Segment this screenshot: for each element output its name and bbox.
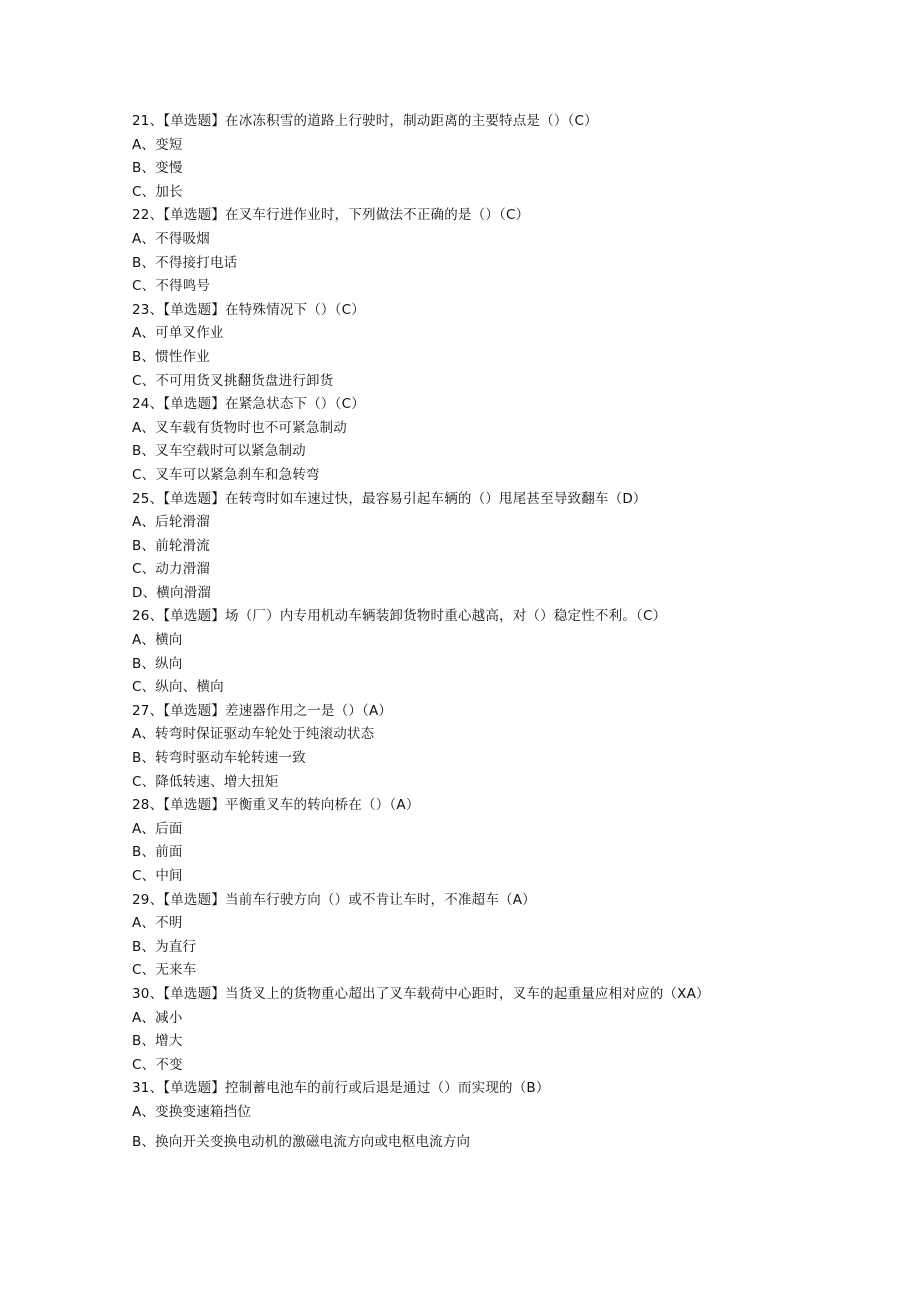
question-text: 26、【单选题】场（厂）内专用机动车辆装卸货物时重心越高，对（）稳定性不利。（C） — [132, 608, 667, 625]
answer-option: C、中间 — [132, 868, 183, 884]
answer-option: D、横向滑溜 — [132, 584, 212, 601]
question-text: 21、【单选题】在冰冻积雪的道路上行驶时，制动距离的主要特点是（）（C） — [132, 113, 598, 129]
answer-option: B、转弯时驱动车轮转速一致 — [132, 750, 306, 767]
question-text: 23、【单选题】在特殊情况下（）（C） — [132, 301, 365, 318]
question-text: 22、【单选题】在叉车行进作业时，下列做法不正确的是（）（C） — [132, 207, 530, 224]
answer-option: B、不得接打电话 — [132, 254, 238, 271]
answer-option: C、加长 — [132, 183, 183, 200]
question-text: 27、【单选题】差速器作用之一是（）（A） — [132, 702, 393, 719]
answer-option: A、变短 — [132, 136, 183, 153]
answer-option: B、前面 — [132, 844, 183, 861]
answer-option: C、叉车可以紧急刹车和急转弯 — [132, 466, 320, 483]
answer-option: C、动力滑溜 — [132, 561, 211, 578]
question-text: 31、【单选题】控制蓄电池车的前行或后退是通过（）而实现的（B） — [132, 1080, 550, 1097]
answer-option: B、增大 — [132, 1033, 183, 1050]
answer-option: B、为直行 — [132, 938, 197, 955]
answer-option: B、变慢 — [132, 160, 183, 177]
answer-option: A、变换变速箱挡位 — [132, 1103, 252, 1120]
answer-option: A、横向 — [132, 632, 183, 649]
question-text: 25、【单选题】在转弯时如车速过快，最容易引起车辆的（）甩尾甚至导致翻车（D） — [132, 490, 647, 507]
answer-option: A、转弯时保证驱动车轮处于纯滚动状态 — [132, 726, 375, 743]
question-text: 24、【单选题】在紧急状态下（）（C） — [132, 396, 365, 413]
answer-option: C、不得鸣号 — [132, 278, 211, 295]
question-text: 30、【单选题】当货叉上的货物重心超出了叉车载荷中心距时，叉车的起重量应相对应的（XA） — [132, 985, 710, 1002]
answer-option: C、降低转速、增大扭矩 — [132, 773, 279, 790]
question-list — [132, 110, 792, 1154]
answer-option: C、无来车 — [132, 962, 197, 979]
answer-option: B、纵向 — [132, 655, 183, 672]
answer-option: B、换向开关变换电动机的激磁电流方向或电枢电流方向 — [132, 1133, 471, 1150]
answer-option: A、不明 — [132, 915, 183, 932]
answer-option: A、可单叉作业 — [132, 325, 224, 342]
answer-option: A、不得吸烟 — [132, 230, 210, 247]
answer-option: B、叉车空载时可以紧急制动 — [132, 443, 306, 460]
question-text: 29、【单选题】当前车行驶方向（）或不肯让车时，不准超车（A） — [132, 891, 536, 908]
question-text: 28、【单选题】平衡重叉车的转向桥在（）（A） — [132, 797, 420, 814]
answer-option: A、叉车载有货物时也不可紧急制动 — [132, 419, 347, 436]
answer-option: A、后轮滑溜 — [132, 514, 210, 531]
answer-option: A、后面 — [132, 820, 183, 837]
answer-option: C、纵向、横向 — [132, 679, 224, 696]
answer-option: C、不可用货叉挑翻货盘进行卸货 — [132, 372, 334, 389]
answer-option: C、不变 — [132, 1056, 183, 1073]
answer-option: A、减小 — [132, 1009, 183, 1026]
answer-option: B、前轮滑流 — [132, 537, 210, 554]
answer-option: B、惯性作业 — [132, 348, 210, 365]
